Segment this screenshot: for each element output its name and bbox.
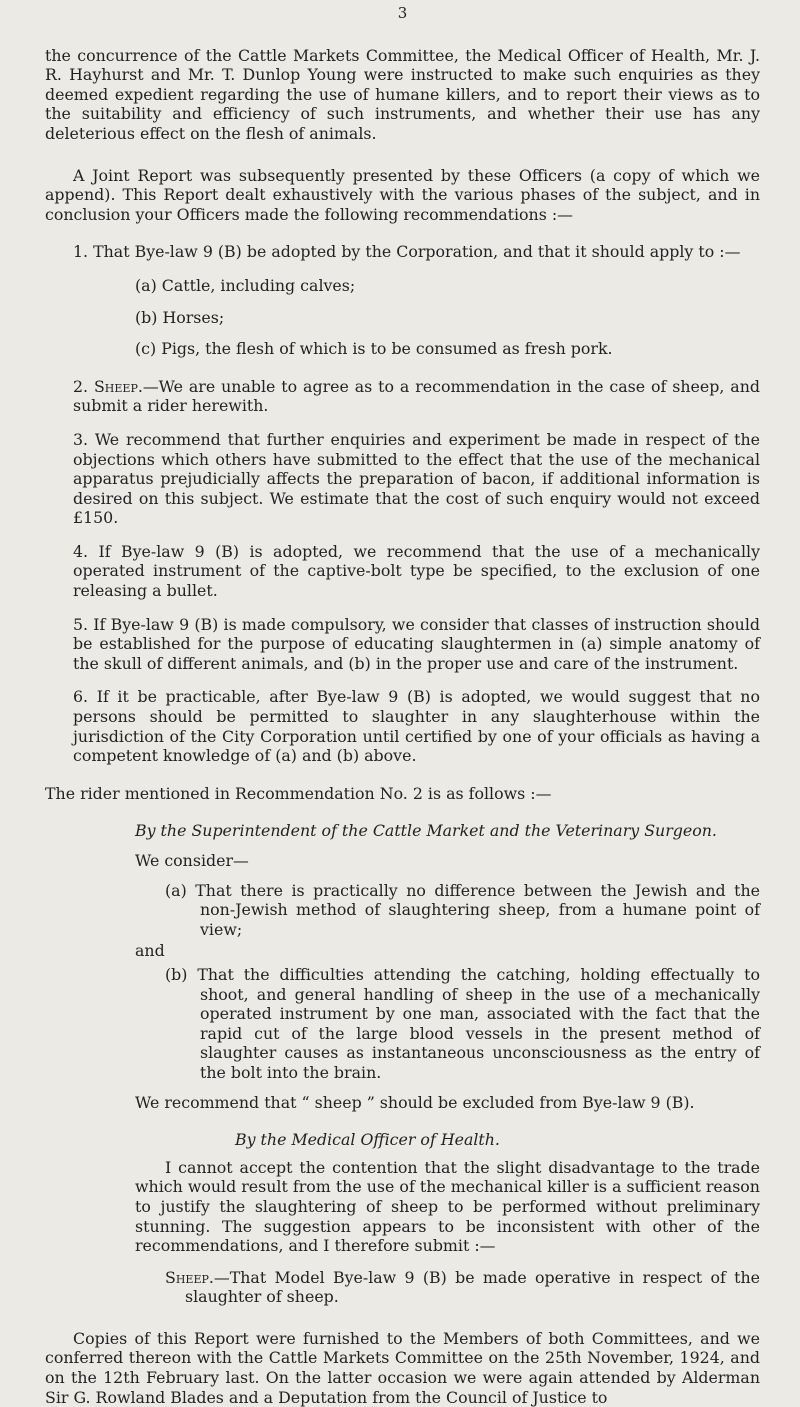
recommendation-3: 3. We recommend that further enquiries and experiment be made in respect of the objections which others have submitted to the effect that the use of the mechanical apparatus prejudicially affects the preparation of bacon, if additional information is desired on this subject. We estimate that the cost of such enquiry would not exceed £150. [73,429,760,528]
and-word: and [135,941,165,961]
we-recommend: We recommend that “ sheep ” should be excluded from Bye-law 9 (B). [135,1092,695,1112]
medical-officer-paragraph: I cannot accept the contention that the slight disadvantage to the trade which would result from the use of the mechanical killer is a sufficient reason to justify the slaughtering of sheep to be performed without preliminary stunning. The suggestion appears to be inconsistent with other of the recommendations, and I therefore submit :— [135,1157,760,1256]
clause-b: (b) That the difficulties attending the catching, holding effectually to shoot, and general handling of sheep in the use of a mechanically operated instrument by one man, associated with the fact that the rapid cut of the large blood vessels in the present method of slaughter causes as instantaneous unconsciousness as the entry of the bolt into the brain. [165,964,760,1082]
recommendation-1: 1. That Bye-law 9 (B) be adopted by the Corporation, and that it should apply to :— [73,242,741,262]
rider-intro: The rider mentioned in Recommendation No. 2 is as follows :— [45,783,552,803]
mo-sheep-text: —That Model Bye-law 9 (B) be made operative in respect of the slaughter of sheep. [185,1267,760,1307]
recommendation-2-label: 2. Sheep. [73,376,143,396]
medical-officer-sheep [135,1268,760,1307]
clause-a: (a) That there is practically no difference between the Jewish and the non-Jewish method of slaughtering sheep, from a humane point of view; [165,880,760,939]
byline-superintendent: By the Superintendent of the Cattle Market and the Veterinary Surgeon. [135,821,717,841]
page-number: 3 [397,4,408,22]
recommendation-2-text: —We are unable to agree as to a recommendation in the case of sheep, and submit a rider herewith. [73,376,760,416]
intro-paragraph: the concurrence of the Cattle Markets Committee, the Medical Officer of Health, Mr. J. R. Hayhurst and Mr. T. Dunlop Young were instructed to make such enquiries as they deemed expedient regarding the use of humane killers, and to report their views as to the suitability and efficiency of such instruments, and whether their use has any deleterious effect on the flesh of animals. [45,45,760,143]
mo-sheep-label: Sheep. [165,1267,214,1287]
recommendation-1-item-c: (c) Pigs, the flesh of which is to be consumed as fresh pork. [135,339,613,359]
recommendation-5: 5. If Bye-law 9 (B) is made compulsory, we consider that classes of instruction should be established for the purpose of educating slaughtermen in (a) simple anatomy of the skull of different animals, and (b) in the proper use and care of the instrument. [73,614,760,673]
recommendation-1-item-b: (b) Horses; [135,307,225,327]
recommendation-6: 6. If it be practicable, after Bye-law 9 (B) is adopted, we would suggest that no persons should be permitted to slaughter in any slaughterhouse within the jurisdiction of the City Corporation until certified by one of your officials as having a competent knowledge of (a) and (b) above. [73,687,760,766]
we-consider: We consider— [135,851,249,870]
copies-paragraph: Copies of this Report were furnished to the Members of both Committees, and we conferred thereon with the Cattle Markets Committee on the 25th November, 1924, and on the 12th February last. On the latter occasion we were again attended by Alderman Sir G. Rowland Blades and a Deputation from the Council of Justice to [45,1328,760,1407]
joint-report-paragraph: A Joint Report was subsequently presented by these Officers (a copy of which we append). This Report dealt exhaustively with the various phases of the subject, and in conclusion your Officers made the following recommendations :— [45,165,760,224]
recommendation-4: 4. If Bye-law 9 (B) is adopted, we recommend that the use of a mechanically operated instrument of the captive-bolt type be specified, to the exclusion of one releasing a bullet. [73,541,760,601]
recommendation-2 [73,377,760,416]
byline-medical-officer: By the Medical Officer of Health. [235,1130,500,1150]
recommendation-1-item-a: (a) Cattle, including calves; [135,275,356,295]
